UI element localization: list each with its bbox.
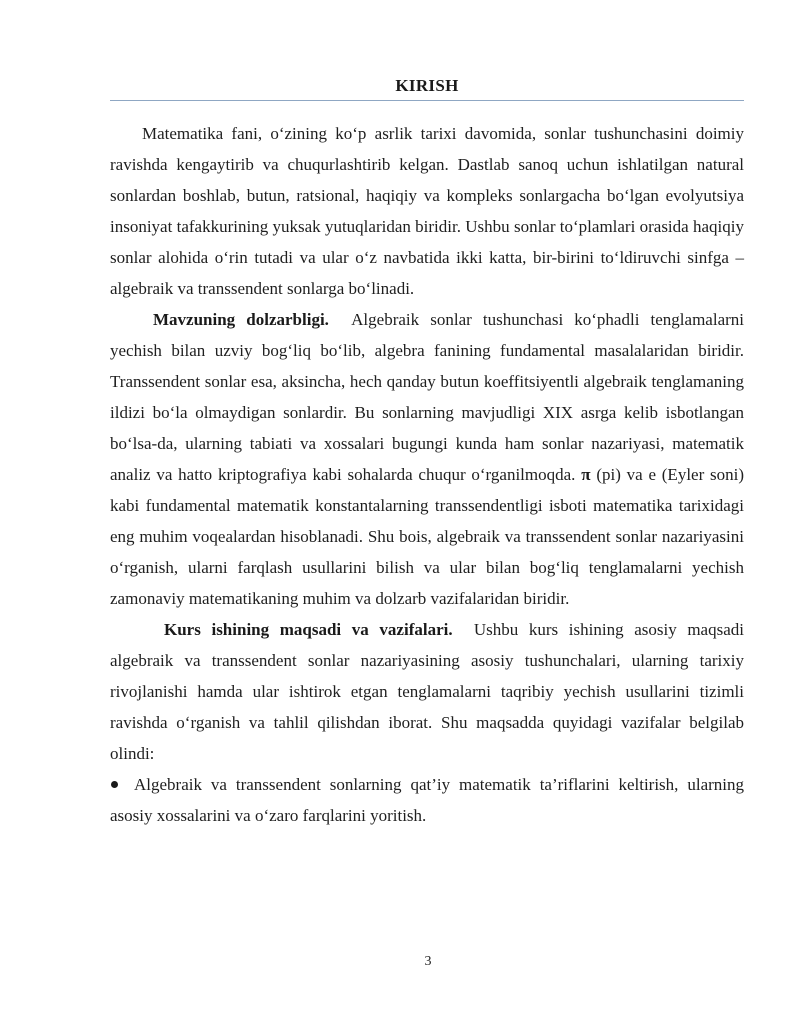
page-title: KIRISH [395, 76, 459, 95]
relevance-text-part1: Algebraik sonlar tushunchasi ko‘phadli tenglamalarni yechish bilan uzviy bog‘liq bo‘lib, algebra fanining fundamental masalalaridan biridir. Transsendent sonlar esa, aksincha, hech qanday butun koeffitsiyentli algebraik tenglamaning ildizi bo‘la olmaydigan sonlardir. Bu sonlarning mavjudligi XIX asrga kelib isbotlangan bo‘lsa-da, ularning tabiati va xossalari bugungi kunda ham sonlar nazariyasi, matematik analiz va hatto kriptografiya kabi sohalarda chuqur o‘rganilmoqda. [110, 310, 744, 484]
relevance-text-part2: (pi) va e (Eyler soni) kabi fundamental matematik konstantalarning transsendentligi isboti matematika tarixidagi eng muhim voqealardan hisoblanadi. Shu bois, algebraik va transsendent sonlar nazariyasini o‘rganish, ularni farqlash usullarini bilish va ular bilan bog‘liq tenglamalarni yechish zamonaviy matematikaning muhim va dolzarb vazifalaridan biridir. [110, 465, 745, 608]
relevance-paragraph [110, 304, 744, 614]
body-text [110, 118, 744, 831]
bullet-icon [111, 781, 118, 788]
relevance-heading: Mavzuning dolzarbligi. [153, 310, 329, 329]
list-item-text: Algebraik va transsendent sonlarning qat’iy matematik ta’riflarini keltirish, ularning asosiy xossalarini va o‘zaro farqlarini yoritish. [110, 775, 744, 825]
goals-heading: Kurs ishining maqsadi va vazifalari. [164, 620, 453, 639]
list-item [110, 769, 744, 831]
title-divider [110, 100, 744, 101]
goals-text: Ushbu kurs ishining asosiy maqsadi algebraik va transsendent sonlar nazariyasining asosiy tushunchalari, ularning tarixiy rivojlanishi hamda ular ishtirok etgan tenglamalarni taqribiy yechish usullarini tizimli ravishda o‘rganish va tahlil qilishdan iborat. Shu maqsadda quyidagi vazifalar belgilab olindi: [110, 620, 744, 763]
page-number: 3 [424, 954, 432, 969]
intro-paragraph: Matematika fani, o‘zining ko‘p asrlik tarixi davomida, sonlar tushunchasini doimiy ravishda kengaytirib va chuqurlashtirib kelgan. Dastlab sanoq uchun ishlatilgan natural sonlardan boshlab, butun, ratsional, haqiqiy va kompleks sonlargacha bo‘lgan evolyutsiya insoniyat tafakkurining yuksak yutuqlaridan biridir. Ushbu sonlar to‘plamlari orasida haqiqiy sonlar alohida o‘rin tutadi va ular o‘z navbatida ikki katta, bir-birini to‘ldiruvchi sinfga – algebraik va transsendent sonlarga bo‘linadi. [110, 124, 744, 298]
pi-symbol: π [581, 465, 591, 484]
goals-paragraph [110, 614, 744, 769]
